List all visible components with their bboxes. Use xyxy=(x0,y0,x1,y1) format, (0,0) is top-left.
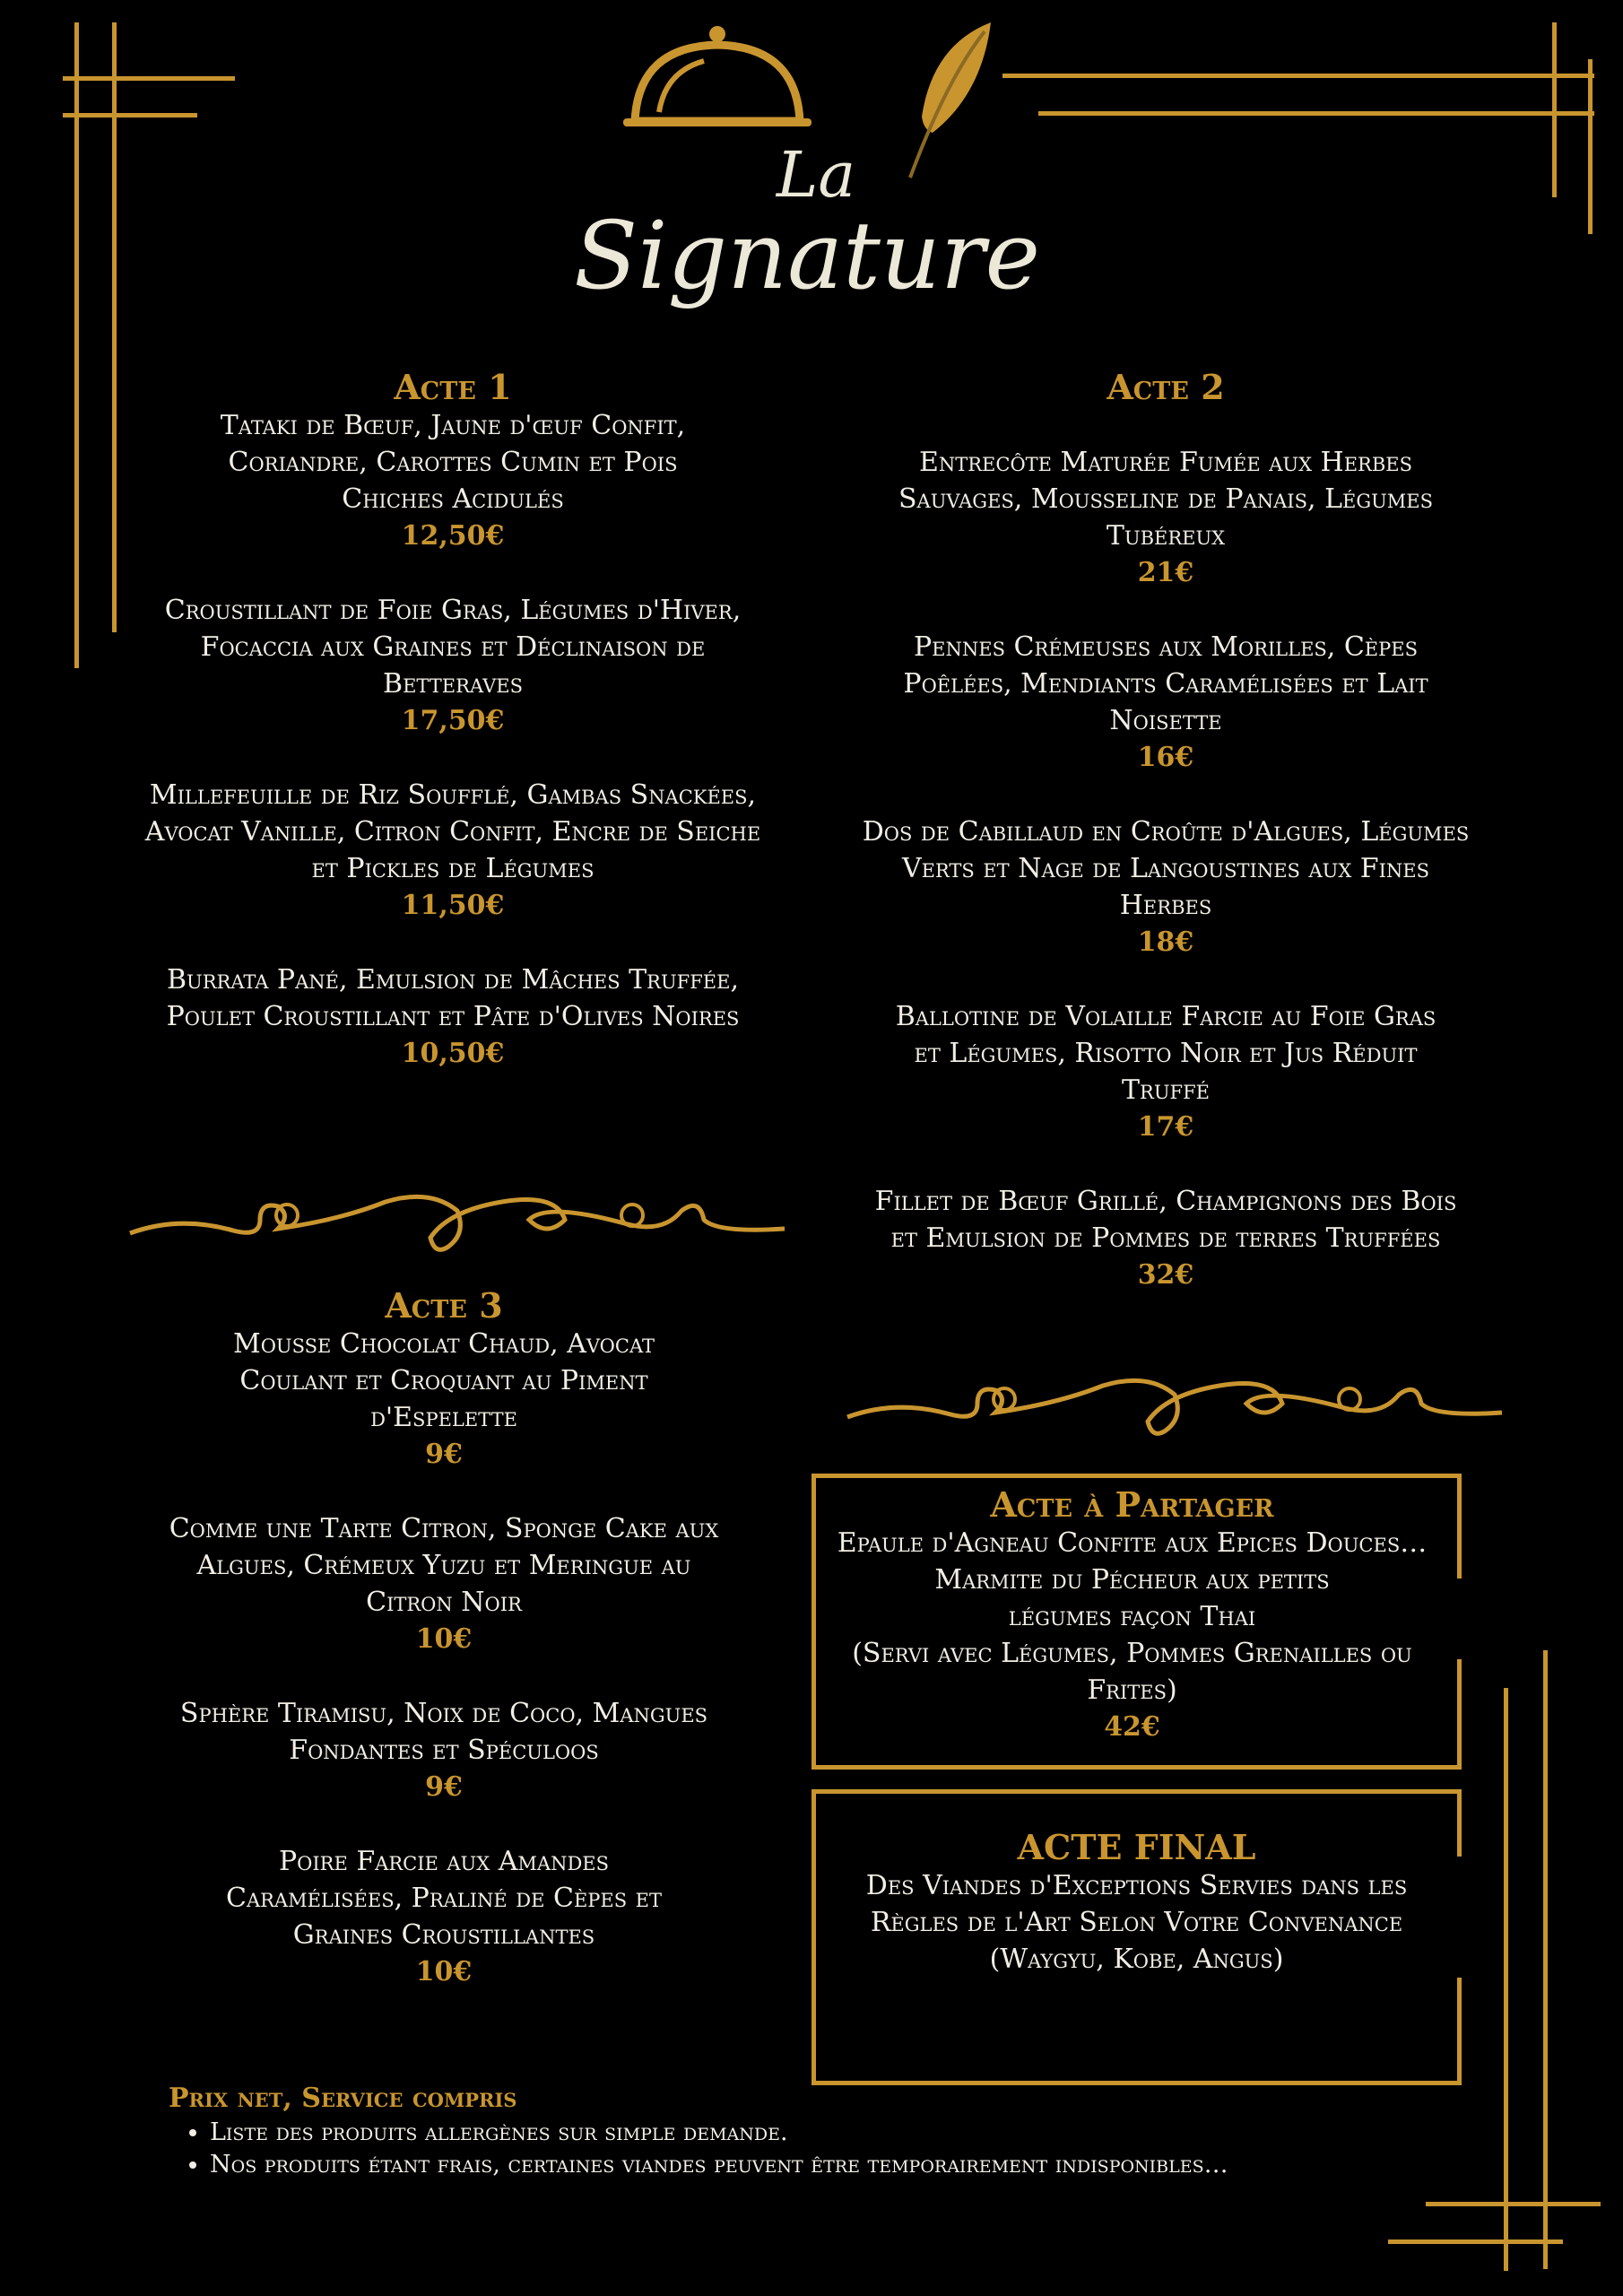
frame-line xyxy=(1426,2202,1601,2206)
box-gap xyxy=(1453,1578,1466,1659)
menu-price: 16€ xyxy=(1137,742,1194,773)
menu-item: Pennes Crémeuses aux Morilles, Cèpes Poêlées, Mendiants Caramélisées et Lait Noisette xyxy=(903,631,1428,736)
menu-price: 10€ xyxy=(415,1623,473,1655)
swirl-ornament xyxy=(126,1166,789,1265)
frame-line xyxy=(1388,2239,1563,2244)
footer-note: • Liste des produits allergènes sur simple demande. xyxy=(210,2117,1228,2149)
menu-price: 9€ xyxy=(425,1771,463,1803)
frame-line xyxy=(1588,59,1593,234)
menu-item: Comme une Tarte Citron, Sponge Cake aux Algues, Crémeux Yuzu et Meringue au Citron Noir xyxy=(169,1513,719,1618)
frame-line xyxy=(63,113,197,117)
final-line: Des Viandes d'Exceptions Servies dans les Règles de l'Art Selon Votre Convenance xyxy=(865,1870,1408,1938)
cloche-icon xyxy=(619,18,825,135)
menu-price: 12,50€ xyxy=(401,520,505,552)
footer-heading: Prix net, Service compris xyxy=(169,2083,517,2114)
menu-item: Tataki de Bœuf, Jaune d'œuf Confit, Coriandre, Carottes Cumin et Pois Chiches Acidulés xyxy=(220,410,686,515)
menu-price: 17,50€ xyxy=(401,705,505,736)
menu-item: Entrecôte Maturée Fumée aux Herbes Sauvages, Mousseline de Panais, Légumes Tubéreux xyxy=(898,447,1434,552)
menu-item: Croustillant de Foie Gras, Légumes d'Hiver, Focaccia aux Graines et Déclinaison de Betteraves xyxy=(164,595,742,700)
menu-price: 17€ xyxy=(1137,1111,1194,1143)
menu-price: 10,50€ xyxy=(401,1038,505,1069)
menu-price: 21€ xyxy=(1137,557,1194,588)
footer-note: • Nos produits étant frais, certaines viandes peuvent être temporairement indisponibles… xyxy=(210,2149,1228,2181)
partager-line: Epaule d'Agneau Confite aux Epices Douces… xyxy=(837,1527,1428,1559)
frame-line xyxy=(74,22,79,668)
logo-signature: Signature xyxy=(574,201,1041,310)
menu-item: Mousse Chocolat Chaud, Avocat Coulant et Croquant au Piment d'Espelette xyxy=(233,1328,655,1433)
acte2-title: Acte 2 xyxy=(1107,367,1225,407)
menu-price: 32€ xyxy=(1137,1259,1194,1291)
acte1-section xyxy=(126,368,780,1109)
menu-item: Dos de Cabillaud en Croûte d'Algues, Légumes Verts et Nage de Langoustines aux Fines Herbes xyxy=(862,816,1470,921)
frame-line xyxy=(1552,22,1557,197)
menu-item: Ballotine de Volaille Farcie au Foie Gras et Légumes, Risotto Noir et Jus Réduit Truffé xyxy=(895,1001,1436,1106)
menu-item: Fillet de Bœuf Grillé, Champignons des Bois et Emulsion de Pommes de terres Truffées xyxy=(874,1186,1457,1254)
frame-line xyxy=(1543,1650,1548,2269)
partager-price: 42€ xyxy=(1104,1711,1160,1743)
frame-line xyxy=(1038,111,1594,116)
frame-line xyxy=(1002,74,1594,78)
menu-price: 9€ xyxy=(425,1439,463,1470)
logo-la: La xyxy=(776,138,856,212)
acte3-section xyxy=(143,1286,744,2028)
menu-item: Millefeuille de Riz Soufflé, Gambas Snackées, Avocat Vanille, Citron Confit, Encre de Seiche et Pickles de Légumes xyxy=(144,779,761,884)
logo xyxy=(574,18,1041,323)
final-line: (Waygyu, Kobe, Angus) xyxy=(989,1944,1284,1975)
acte1-title: Acte 1 xyxy=(394,367,512,407)
partager-line: Marmite du Pécheur aux petits légumes façon Thai xyxy=(934,1564,1330,1632)
partager-section xyxy=(812,1485,1453,1783)
footer xyxy=(169,2081,1228,2181)
frame-line xyxy=(1504,1688,1508,2271)
acte2-section xyxy=(861,368,1471,1331)
final-section xyxy=(812,1828,1462,1978)
footer-notes xyxy=(169,2117,1228,2181)
acte3-title: Acte 3 xyxy=(385,1285,503,1326)
menu-price: 11,50€ xyxy=(401,890,505,921)
partager-line: (Servi avec Légumes, Pommes Grenailles ou Frites) xyxy=(852,1638,1412,1706)
menu-price: 18€ xyxy=(1137,926,1194,958)
partager-title: Acte à Partager xyxy=(990,1484,1274,1525)
menu-price: 10€ xyxy=(415,1956,473,1987)
menu-item: Poire Farcie aux Amandes Caramélisées, Praliné de Cèpes et Graines Croustillantes xyxy=(225,1846,663,1951)
frame-line xyxy=(63,76,235,81)
menu-item: Burrata Pané, Emulsion de Mâches Truffée, Poulet Croustillant et Pâte d'Olives Noires xyxy=(166,964,740,1032)
swirl-ornament xyxy=(843,1350,1506,1448)
menu-item: Sphère Tiramisu, Noix de Coco, Mangues Fondantes et Spéculoos xyxy=(179,1698,708,1766)
final-title: ACTE FINAL xyxy=(1017,1827,1256,1867)
